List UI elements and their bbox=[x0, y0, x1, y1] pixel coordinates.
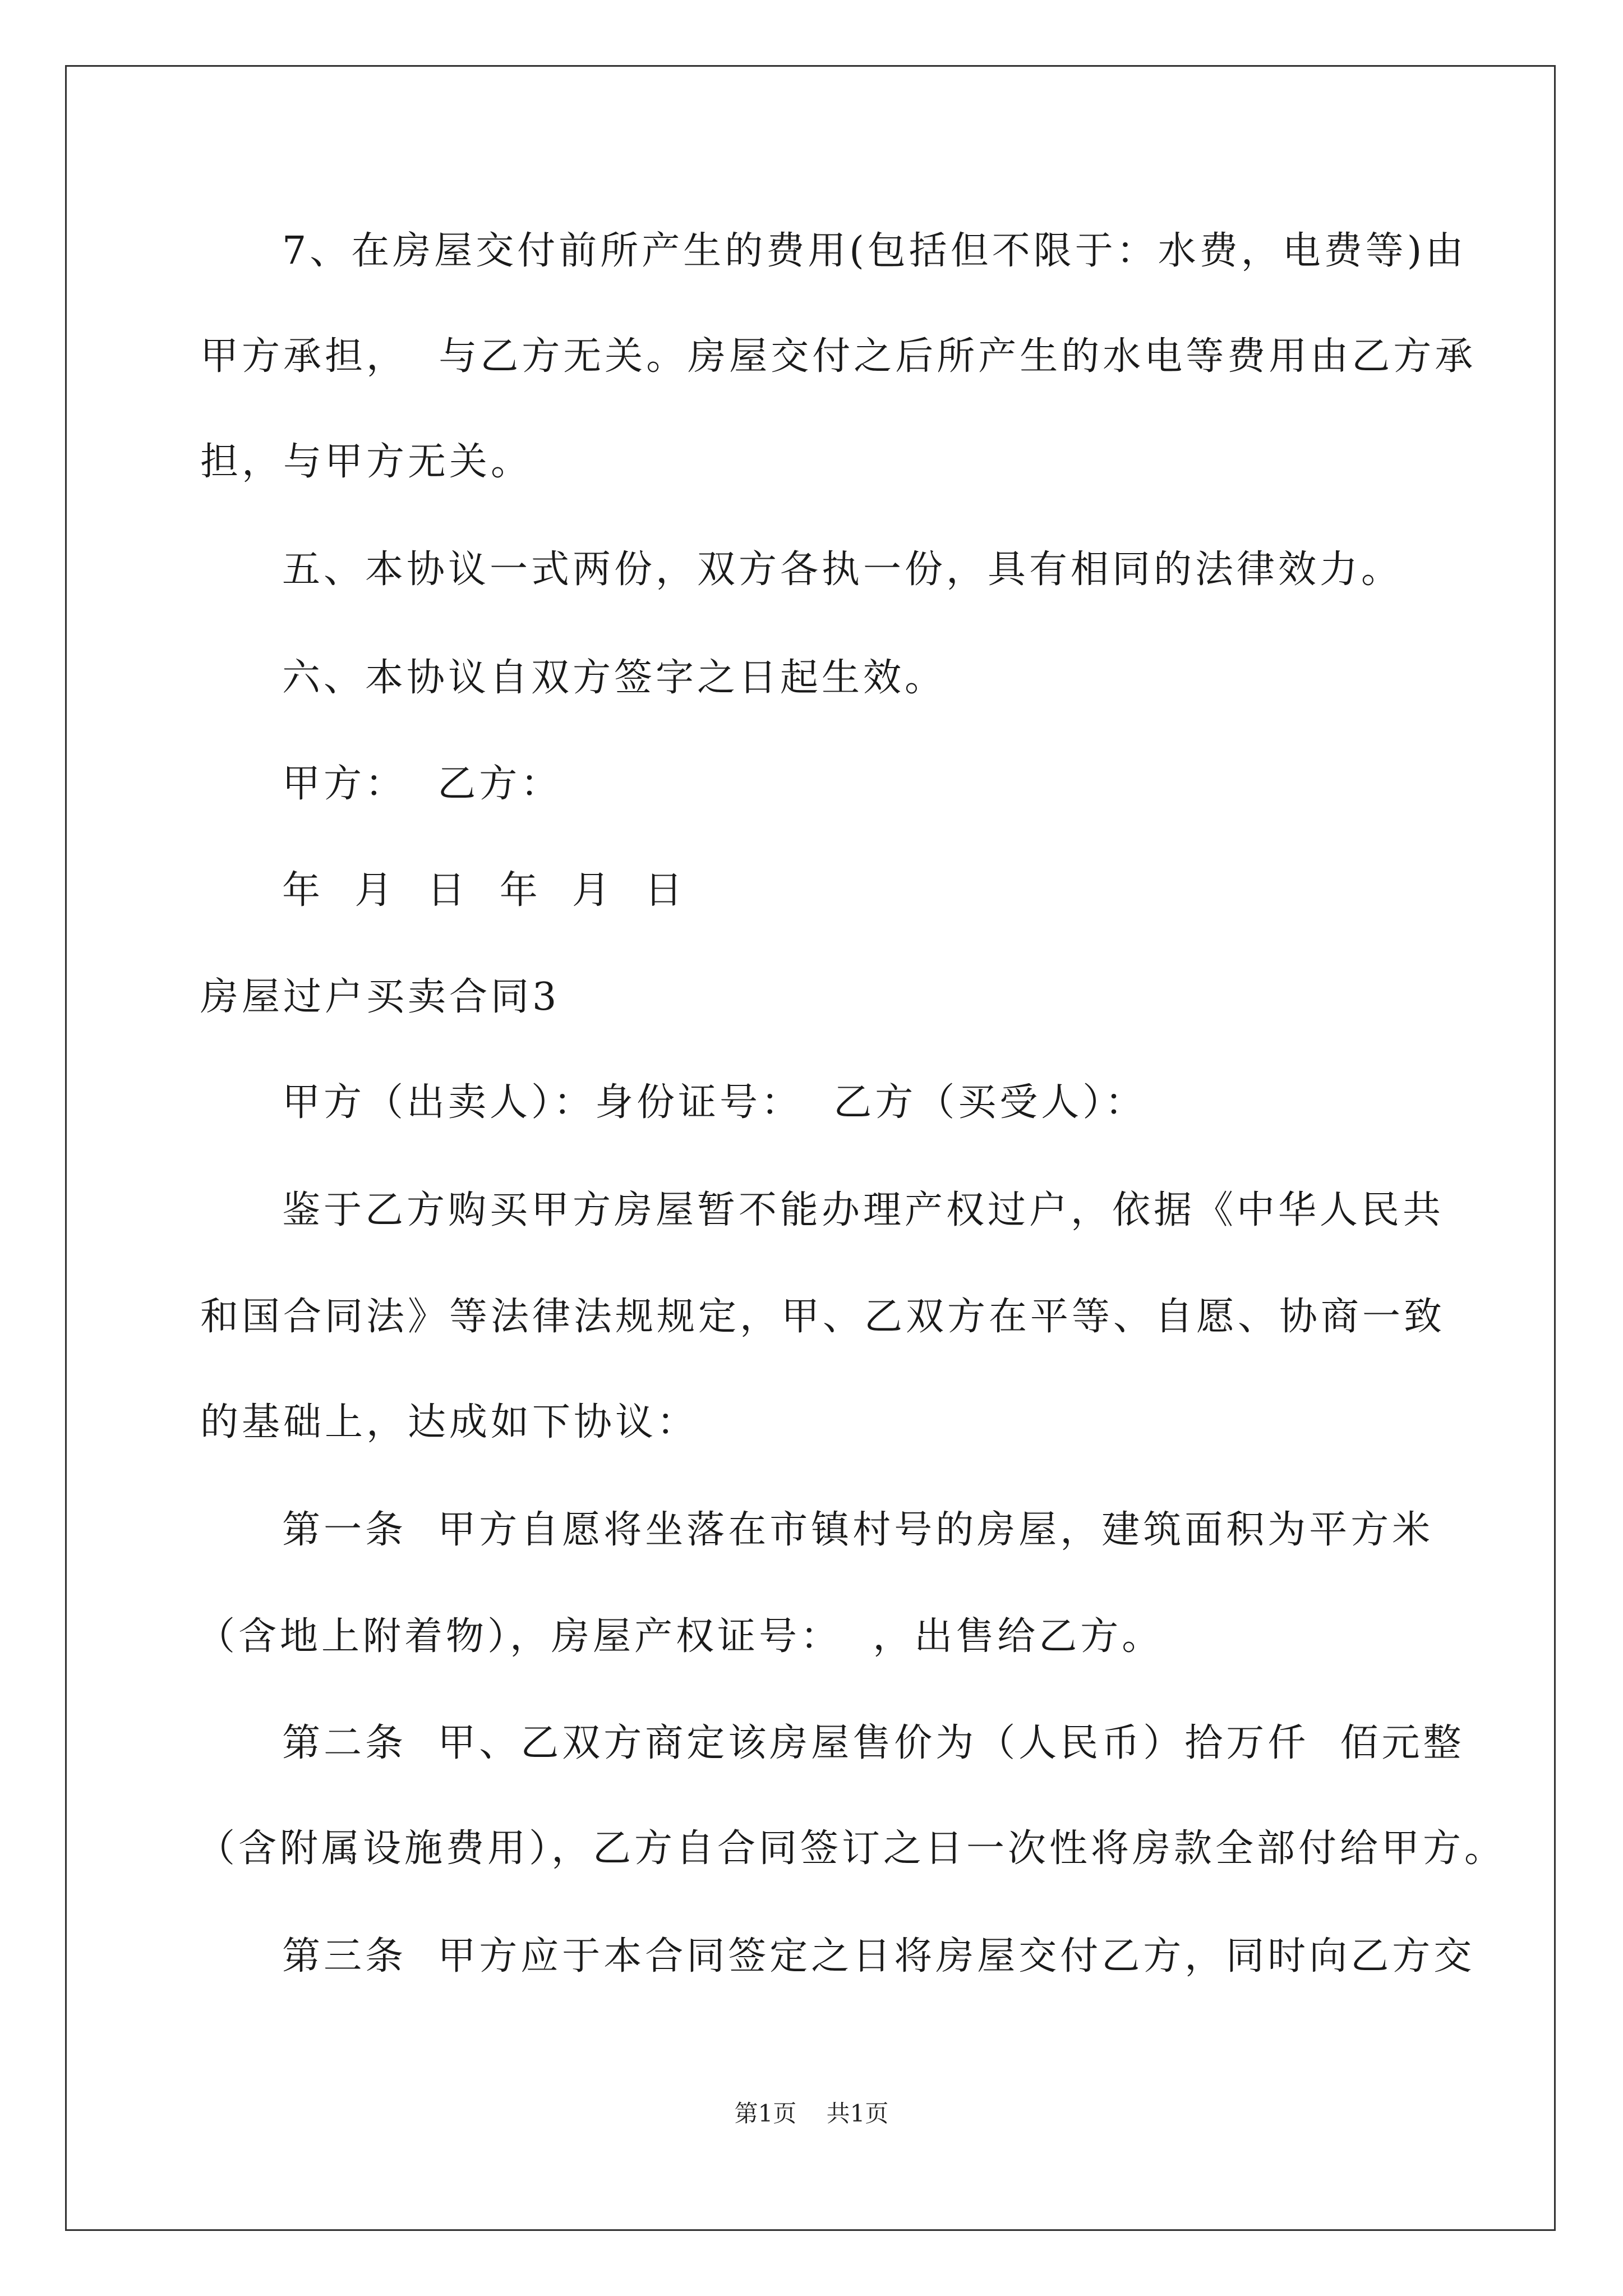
paragraph-line: 六、本协议自双方签字之日起生效。 bbox=[282, 656, 947, 700]
paragraph-line: 7、在房屋交付前所产生的费用(包括但不限于：水费，电费等)由 bbox=[282, 229, 1467, 273]
paragraph-line: 五、本协议一式两份，双方各执一份，具有相同的法律效力。 bbox=[282, 547, 1403, 592]
page-footer: 第1页 共1页 bbox=[734, 2100, 889, 2127]
article-line: 第一条 甲方自愿将坐落在市镇村号的房屋，建筑面积为平方米 bbox=[282, 1508, 1434, 1552]
section-title: 房屋过户买卖合同3 bbox=[200, 975, 560, 1019]
signature-date-line: 年 月 日 年 月 日 bbox=[282, 868, 686, 913]
paragraph-line: 甲方承担， 与乙方无关。房屋交付之后所产生的水电等费用由乙方承 bbox=[200, 334, 1477, 379]
signature-party-line: 甲方： 乙方： bbox=[282, 762, 562, 806]
paragraph-line: 和国合同法》等法律法规规定，甲、乙双方在平等、自愿、协商一致 bbox=[200, 1295, 1446, 1339]
paragraph-line: 担，与甲方无关。 bbox=[200, 440, 533, 484]
paragraph-line: 的基础上，达成如下协议： bbox=[200, 1400, 699, 1444]
paragraph-line: （含附属设施费用），乙方自合同签订之日一次性将房款全部付给甲方。 bbox=[197, 1826, 1506, 1871]
article-line: 第二条 甲、乙双方商定该房屋售价为（人民币）拾万仟 佰元整 bbox=[282, 1721, 1465, 1765]
parties-line: 甲方（出卖人）：身份证号： 乙方（买受人）： bbox=[282, 1080, 1147, 1125]
page-border bbox=[65, 65, 1556, 2231]
article-line: 第三条 甲方应于本合同签定之日将房屋交付乙方，同时向乙方交 bbox=[282, 1934, 1476, 1978]
paragraph-line: （含地上附着物），房屋产权证号： ，出售给乙方。 bbox=[197, 1614, 1164, 1659]
paragraph-line: 鉴于乙方购买甲方房屋暂不能办理产权过户，依据《中华人民共 bbox=[282, 1188, 1445, 1232]
